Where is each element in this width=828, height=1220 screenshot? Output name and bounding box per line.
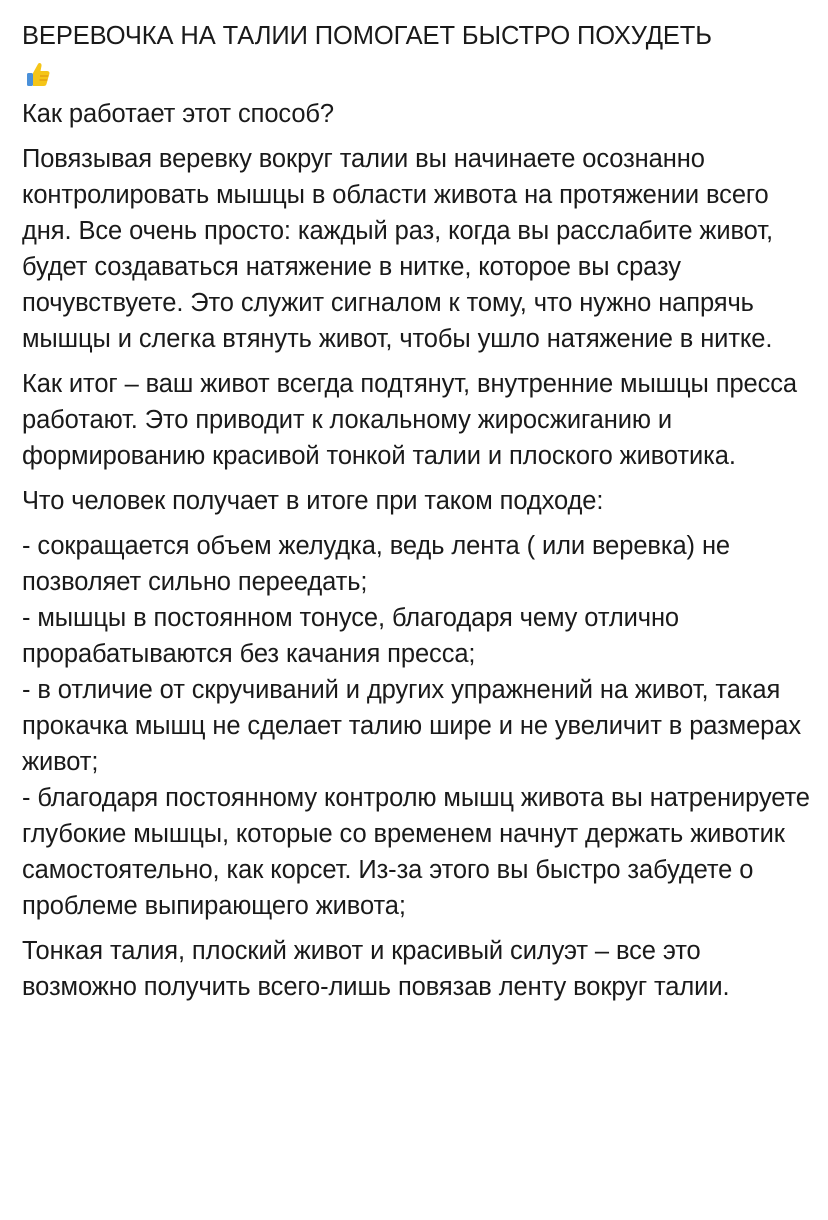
- conclusion-paragraph: Тонкая талия, плоский живот и красивый силуэт – все это возможно получить всего-лишь повязав ленту вокруг талии.: [22, 937, 730, 1001]
- list-intro: Что человек получает в итоге при таком подходе:: [22, 487, 604, 515]
- list-item: - в отличие от скручиваний и других упражнений на живот, такая прокачка мышц не сделает талию шире и не увеличит в размерах живот;: [22, 676, 801, 776]
- thumbs-up-icon: [24, 60, 52, 88]
- post-body: [22, 18, 812, 1014]
- list-item: - сокращается объем желудка, ведь лента ( или веревка) не позволяет сильно переедать;: [22, 532, 731, 596]
- paragraph-1: Повязывая веревку вокруг талии вы начинаете осознанно контролировать мышцы в области живота на протяжении всего дня. Все очень просто: каждый раз, когда вы расслабите живот, будет создаваться натяжение в нитке, которое вы сразу почувствуете. Это служит сигналом к тому, что нужно напрячь мышцы и слегка втянуть живот, чтобы ушло натяжение в нитке.: [22, 145, 773, 353]
- title-emoji-line: [22, 54, 812, 92]
- list-item: - благодаря постоянному контролю мышц живота вы натренируете глубокие мышцы, которые со временем начнут держать животик самостоятельно, как корсет. Из-за этого вы быстро забудете о проблеме выпирающего живота;: [22, 784, 810, 920]
- list-item: - мышцы в постоянном тонусе, благодаря чему отлично прорабатываются без качания пресса;: [22, 604, 680, 668]
- post-title: ВЕРЕВОЧКА НА ТАЛИИ ПОМОГАЕТ БЫСТРО ПОХУДЕТЬ: [22, 22, 712, 50]
- question-heading: Как работает этот способ?: [22, 100, 335, 128]
- paragraph-2: Как итог – ваш живот всегда подтянут, внутренние мышцы пресса работают. Это приводит к локальному жиросжиганию и формированию красивой тонкой талии и плоского животика.: [22, 370, 798, 470]
- benefits-list: [22, 528, 812, 924]
